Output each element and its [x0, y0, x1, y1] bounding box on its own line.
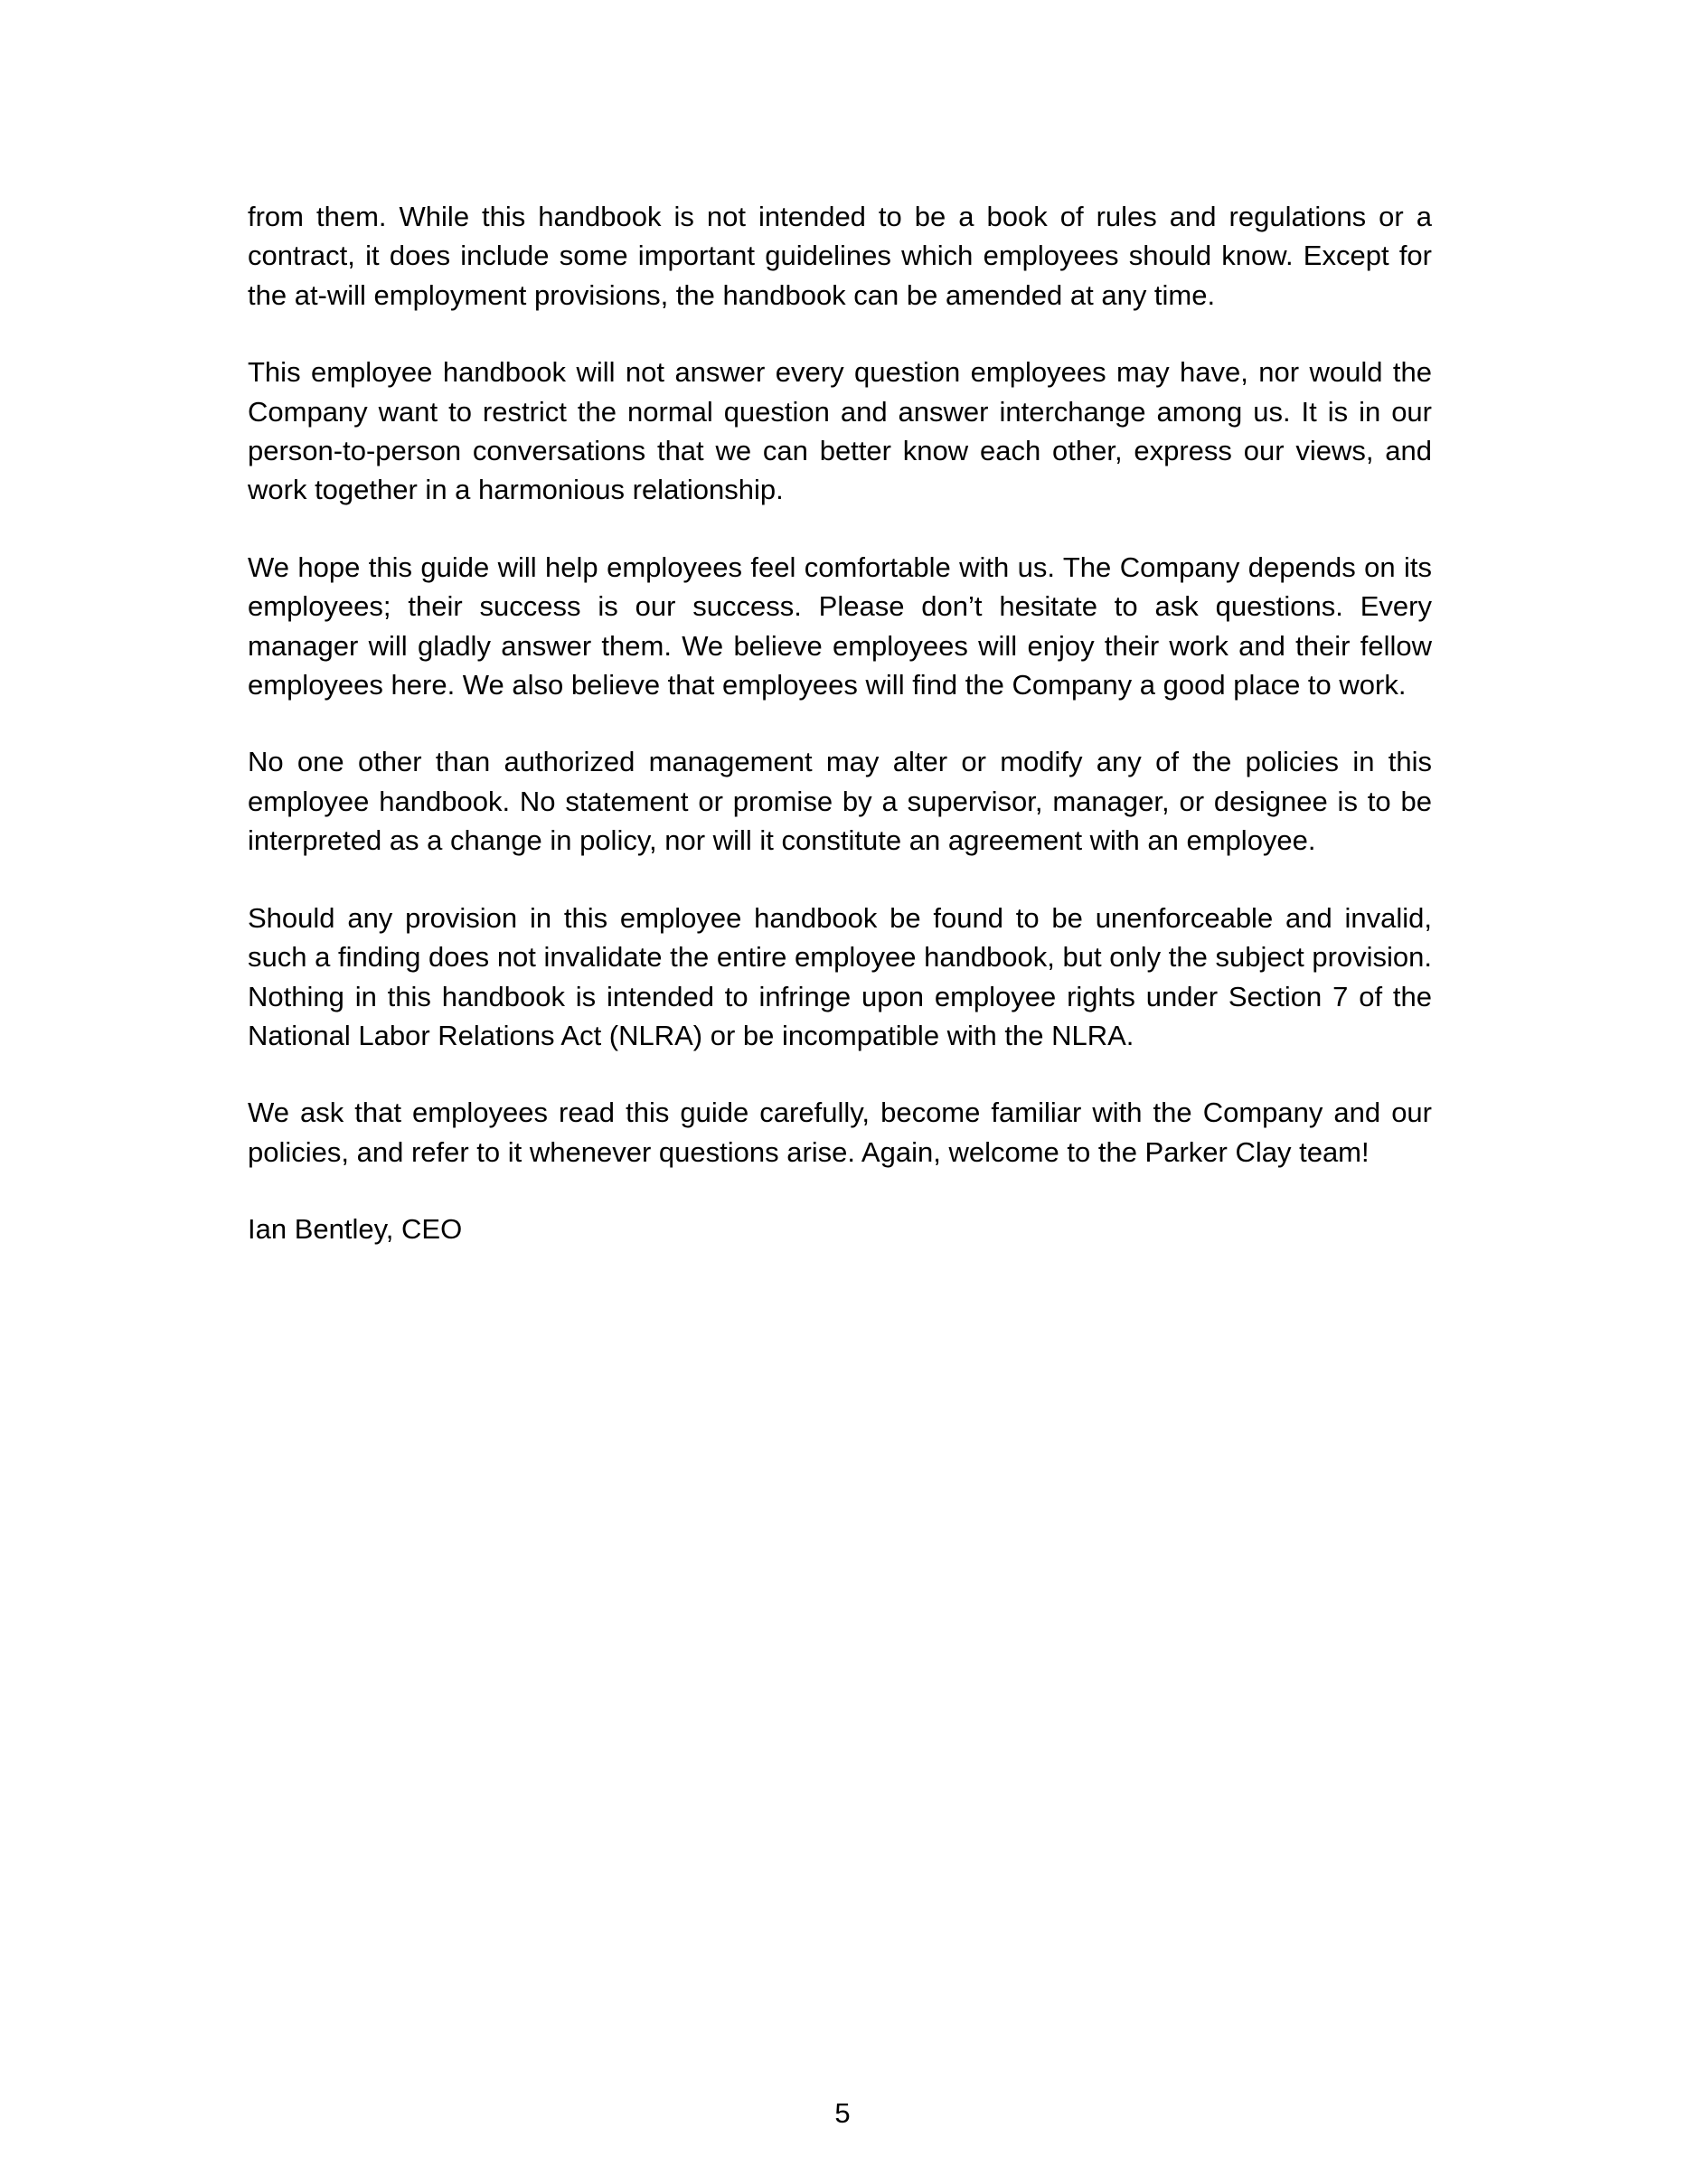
- document-body: [248, 197, 1432, 1249]
- paragraph-authorized-changes: No one other than authorized management may alter or modify any of the policies in this employee handbook. No statement or promise by a supervisor, manager, or designee is to be interpreted as a change in policy, nor will it constitute an agreement with an employee.: [248, 746, 1432, 857]
- paragraph-questions: This employee handbook will not answer every question employees may have, nor would the Company want to restrict the normal question and answer interchange among us. It is in our person-to-person conversations that we can better know each other, express our views, and work together in a harmonious relationship.: [248, 356, 1432, 506]
- paragraph-severability: Should any provision in this employee handbook be found to be unenforceable and invalid, such a finding does not invalidate the entire employee handbook, but only the subject provision. Nothing in this handbook is intended to infringe upon employee rights under Section 7 of the National Labor Relations Act (NLRA) or be incompatible with the NLRA.: [248, 901, 1432, 1051]
- paragraph-comfort: We hope this guide will help employees feel comfortable with us. The Company depends on its employees; their success is our success. Please don’t hesitate to ask questions. Every manager will gladly answer them. We believe employees will enjoy their work and their fellow employees here. We also believe that employees will find the Company a good place to work.: [248, 551, 1432, 701]
- paragraph-handbook-purpose: from them. While this handbook is not intended to be a book of rules and regulations or a contract, it does include some important guidelines which employees should know. Except for the at-will employment provisions, the handbook can be amended at any time.: [248, 201, 1432, 311]
- page-number: 5: [834, 2097, 851, 2129]
- paragraph-closing: We ask that employees read this guide carefully, become familiar with the Company and our policies, and refer to it whenever questions arise. Again, welcome to the Parker Clay team!: [248, 1097, 1432, 1168]
- signature: Ian Bentley, CEO: [248, 1213, 463, 1246]
